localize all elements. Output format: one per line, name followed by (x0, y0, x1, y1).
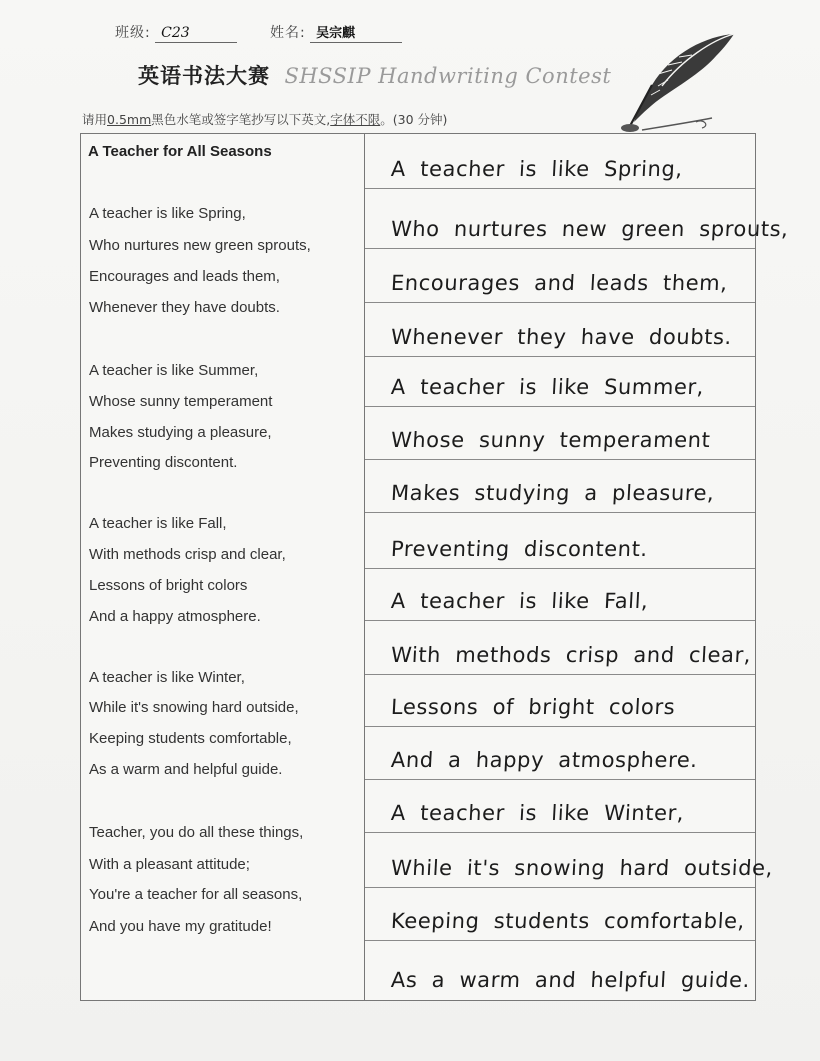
instruction-middle: 黑色水笔或签字笔抄写以下英文, (151, 112, 331, 127)
instruction-pen-size: 0.5mm (107, 112, 152, 127)
poem-line: Makes studying a pleasure, (89, 424, 272, 441)
handwritten-line: Who nurtures new green sprouts, (390, 217, 790, 241)
poem-line: Whose sunny temperament (89, 393, 273, 410)
poem-line: Teacher, you do all these things, (89, 824, 304, 841)
poem-line: As a warm and helpful guide. (89, 761, 283, 778)
poem-line: Lessons of bright colors (89, 577, 248, 594)
contest-title-chinese: 英语书法大赛 (138, 63, 270, 88)
name-label: 姓名: (270, 25, 306, 41)
name-value: 吴宗麒 (310, 22, 402, 43)
writing-line (365, 357, 755, 407)
handwritten-line: A teacher is like Spring, (390, 157, 684, 181)
poem-line: You're a teacher for all seasons, (89, 886, 303, 903)
handwritten-line: A teacher is like Winter, (390, 801, 685, 825)
handwritten-line: Makes studying a pleasure, (390, 481, 716, 505)
poem-line: Keeping students comfortable, (89, 730, 292, 747)
writing-line (365, 249, 755, 303)
instruction-text (82, 110, 447, 128)
poem-line: A teacher is like Winter, (89, 669, 245, 686)
contest-title-english: SHSSIP Handwriting Contest (284, 64, 612, 88)
writing-line (365, 189, 790, 249)
handwritten-line: As a warm and helpful guide. (390, 968, 751, 992)
writing-line (365, 833, 774, 888)
writing-line (365, 407, 755, 460)
poem-line: A teacher is like Spring, (89, 205, 246, 222)
quill-pen-inkwell-icon (612, 30, 742, 135)
handwritten-line: Keeping students comfortable, (390, 909, 746, 933)
poem-line: A teacher is like Fall, (89, 515, 227, 532)
writing-line (365, 621, 755, 675)
handwritten-line: Preventing discontent. (390, 537, 649, 561)
poem-line: Preventing discontent. (89, 454, 238, 471)
poem-line: A teacher is like Summer, (89, 362, 259, 379)
class-value: C23 (155, 25, 237, 43)
poem-line: With a pleasant attitude; (89, 856, 250, 873)
handwritten-line: Encourages and leads them, (390, 271, 729, 295)
class-field (115, 22, 237, 43)
handwritten-line: A teacher is like Summer, (390, 375, 705, 399)
poem-title: A Teacher for All Seasons (88, 143, 272, 160)
instruction-prefix: 请用 (82, 112, 108, 127)
writing-line (365, 727, 755, 780)
class-label: 班级: (115, 25, 151, 41)
writing-line (365, 569, 755, 621)
poem-line: And you have my gratitude! (89, 918, 272, 935)
writing-line (365, 513, 755, 569)
writing-line (365, 460, 755, 513)
writing-line (365, 888, 755, 941)
name-field (270, 22, 402, 43)
writing-line (365, 941, 755, 1000)
instruction-font-note: 字体不限 (330, 112, 381, 127)
writing-line (365, 675, 755, 727)
contest-title (138, 60, 611, 90)
answer-sheet (80, 133, 790, 1001)
writing-line (365, 780, 755, 833)
poem-line: And a happy atmosphere. (89, 608, 261, 625)
handwritten-line: With methods crisp and clear, (390, 643, 752, 667)
writing-line (365, 303, 755, 357)
poem-line: While it's snowing hard outside, (89, 699, 299, 716)
instruction-time: 。(30 分钟) (380, 112, 448, 127)
poem-line: Who nurtures new green sprouts, (89, 237, 311, 254)
writing-line (365, 134, 755, 189)
handwritten-line: While it's snowing hard outside, (390, 856, 774, 880)
handwritten-line: A teacher is like Fall, (390, 589, 650, 613)
handwritten-line: Whose sunny temperament (390, 428, 712, 452)
poem-line: Whenever they have doubts. (89, 299, 280, 316)
handwritten-line: And a happy atmosphere. (390, 748, 699, 772)
poem-line: Encourages and leads them, (89, 268, 280, 285)
poem-line: With methods crisp and clear, (89, 546, 286, 563)
handwritten-line: Lessons of bright colors (390, 695, 676, 719)
handwritten-line: Whenever they have doubts. (390, 325, 733, 349)
